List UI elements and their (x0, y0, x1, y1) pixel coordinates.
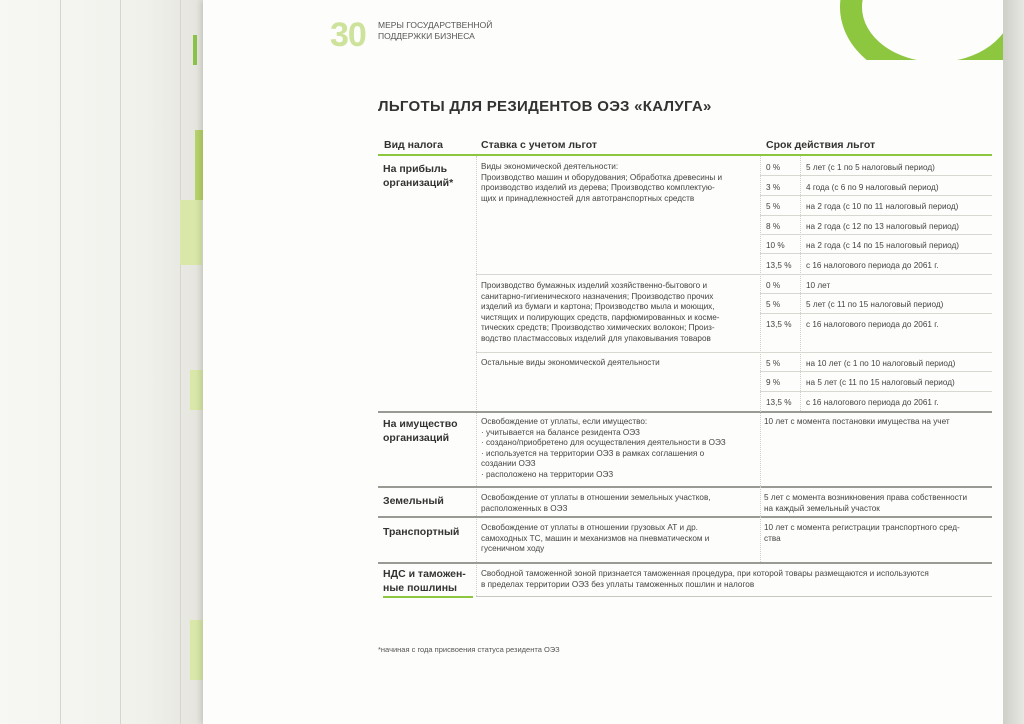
column-header-tax-type: Вид налога (384, 139, 443, 151)
tax-name-vat-customs: НДС и таможен- ные пошлины (383, 567, 473, 598)
period-cell: 10 лет (806, 281, 831, 290)
section-title: МЕРЫ ГОСУДАРСТВЕННОЙ ПОДДЕРЖКИ БИЗНЕСА (378, 20, 493, 41)
column-header-term: Срок действия льгот (766, 139, 876, 151)
period-cell: на 5 лет (с 11 по 15 налоговый период) (806, 378, 955, 387)
page-binding-edge (1003, 0, 1024, 724)
property-tax-description: Освобождение от уплаты, если имущество: · учитывается на балансе резидента ОЭЗ · создано/приобретено для осуществления деятельности в ОЭЗ · используется на территории ОЭЗ в рамках соглашения о создании ОЭЗ · расположено на территории ОЭЗ (481, 417, 726, 479)
period-cell: на 2 года (с 12 по 13 налоговый период) (806, 222, 960, 231)
rate-cell: 13,5 % (766, 398, 792, 407)
land-tax-description: Освобождение от уплаты в отношении земельных участков, расположенных в ОЭЗ (481, 493, 711, 513)
period-cell: на 2 года (с 10 по 11 налоговый период) (806, 202, 959, 211)
period-cell: на 2 года (с 14 по 15 налоговый период) (806, 241, 960, 250)
page-number: 30 (330, 16, 366, 54)
rate-cell: 0 % (766, 163, 781, 172)
property-tax-term: 10 лет с момента постановки имущества на учет (764, 417, 950, 426)
decorative-ring (203, 0, 1003, 60)
period-cell: на 10 лет (с 1 по 10 налоговый период) (806, 359, 956, 368)
period-cell: 5 лет (с 1 по 5 налоговый период) (806, 163, 935, 172)
rate-cell: 5 % (766, 202, 781, 211)
period-cell: 4 года (с 6 по 9 налоговый период) (806, 183, 939, 192)
footnote: *начиная с года присвоения статуса резидента ОЭЗ (378, 645, 560, 654)
tax-name-transport: Транспортный (383, 526, 460, 538)
profit-group1-description: Виды экономической деятельности: Производство машин и оборудования; Обработка древесины и производство изделий из дерева; Производство комплектую- щих и принадлежностей для автотранспортных средств (481, 162, 723, 203)
rate-cell: 3 % (766, 183, 781, 192)
vat-customs-description: Свободной таможенной зоной признается таможенная процедура, при которой товары размещаются и используются в пределах территории ОЭЗ без уплаты таможенных пошлин и налогов (481, 569, 929, 589)
rate-cell: 10 % (766, 241, 785, 250)
rate-cell: 5 % (766, 359, 781, 368)
left-page-stack (0, 0, 205, 724)
tax-name-profit: На прибыль организаций* (383, 163, 454, 189)
rate-cell: 8 % (766, 222, 781, 231)
period-cell: с 16 налогового периода до 2061 г. (806, 398, 939, 407)
transport-tax-description: Освобождение от уплаты в отношении грузовых АТ и др. самоходных ТС, машин и механизмов на пневматическом и гусеничном ходу (481, 523, 710, 554)
rate-cell: 5 % (766, 300, 781, 309)
page-heading: ЛЬГОТЫ ДЛЯ РЕЗИДЕНТОВ ОЭЗ «КАЛУГА» (378, 98, 712, 115)
rate-cell: 13,5 % (766, 320, 792, 329)
rate-cell: 9 % (766, 378, 781, 387)
transport-tax-term: 10 лет с момента регистрации транспортного сред- ства (764, 523, 960, 543)
column-header-rate: Ставка с учетом льгот (481, 139, 598, 151)
profit-group3-description: Остальные виды экономической деятельности (481, 358, 660, 367)
land-tax-term: 5 лет с момента возникновения права собственности на каждый земельный участок (764, 493, 968, 513)
rate-cell: 13,5 % (766, 261, 792, 270)
rate-cell: 0 % (766, 281, 781, 290)
period-cell: 5 лет (с 11 по 15 налоговый период) (806, 300, 944, 309)
tax-name-land: Земельный (383, 495, 444, 507)
profit-group2-description: Производство бумажных изделий хозяйственно-бытового и санитарно-гигиенического назначения; Производство прочих изделий из бумаги и картона; Производство мыла и моющих, чистящих и полирующих средств, парфюмированных и космe- тических средств; Производство химических волокон; Произ- водство пластмассовых изделий для упаковывания товаров (481, 281, 720, 343)
table-header (378, 134, 992, 156)
period-cell: с 16 налогового периода до 2061 г. (806, 320, 939, 329)
period-cell: с 16 налогового периода до 2061 г. (806, 261, 939, 270)
tax-name-property: На имущество организаций (383, 418, 458, 444)
